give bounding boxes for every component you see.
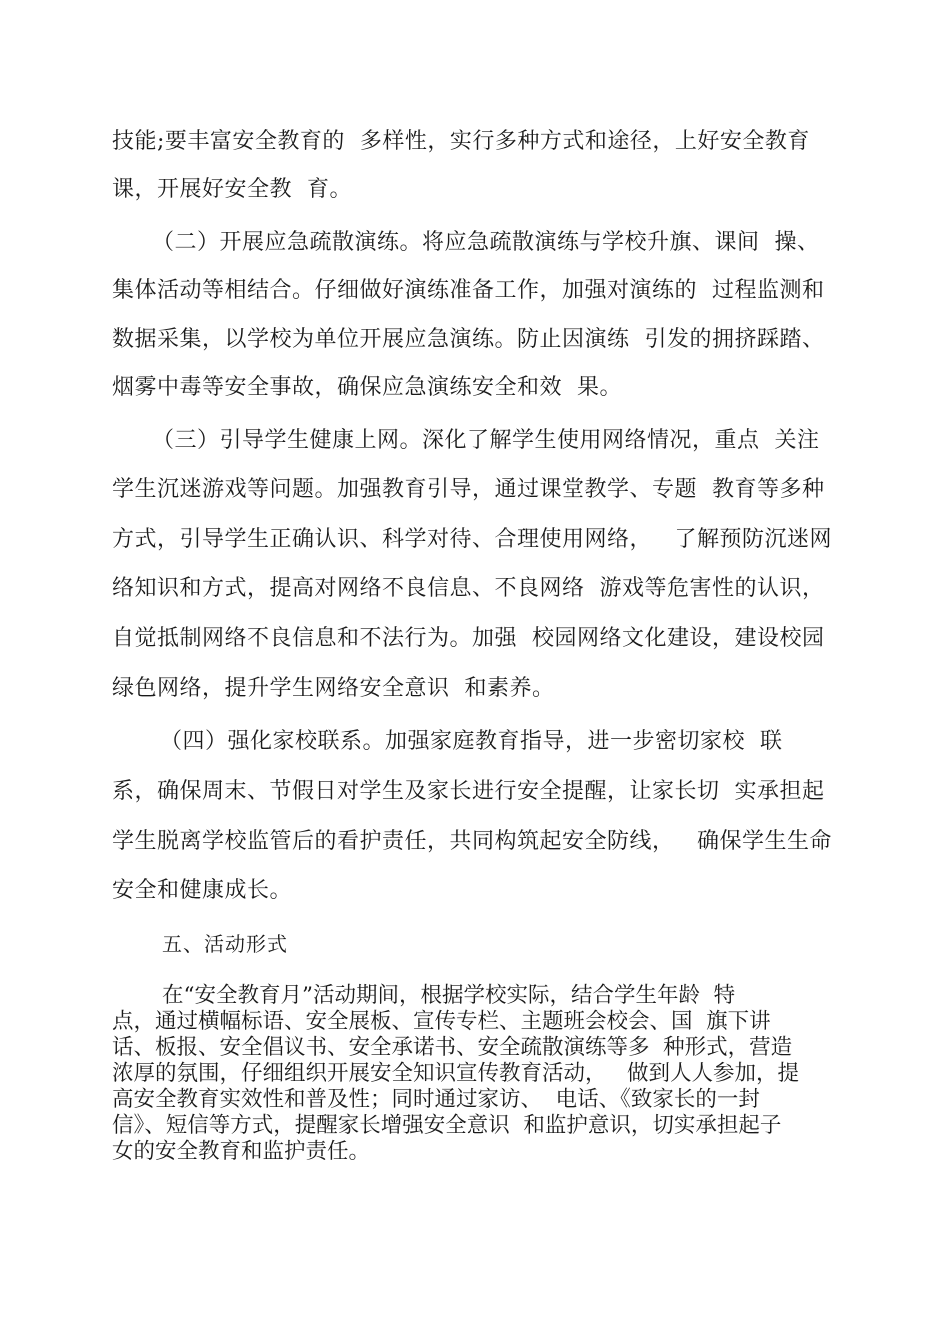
paragraph-line: 方式，引导学生正确认识、科学对待、合理使用网络， 了解预防沉迷网 [112,527,832,552]
paragraph-line: 安全和健康成长。 [112,878,293,903]
paragraph-line: 系，确保周末、节假日对学生及家长进行安全提醒，让家长切 实承担起 [112,779,825,804]
paragraph-line: 点，通过横幅标语、安全展板、宣传专栏、主题班会校会、国 旗下讲 [112,1009,771,1034]
paragraph-line: （四）强化家校联系。加强家庭教育指导，进一步密切家校 联 [160,729,783,754]
paragraph-line: 浓厚的氛围，仔细组织开展安全知识宣传教育活动， 做到人人参加，提 [112,1061,800,1086]
paragraph-line: 技能;要丰富安全教育的 多样性，实行多种方式和途径，上好安全教育 [112,129,810,154]
paragraph-line: 学生脱离学校监管后的看护责任，共同构筑起安全防线， 确保学生生命 [112,829,832,854]
paragraph-line: 女的安全教育和监护责任。 [112,1139,371,1164]
paragraph-line: 话、板报、安全倡议书、安全承诺书、安全疏散演练等多 种形式，营造 [112,1035,793,1060]
paragraph-line: 学生沉迷游戏等问题。加强教育引导，通过课堂教学、专题 教育等多种 [112,477,825,502]
paragraph-line: 在“安全教育月”活动期间，根据学校实际，结合学生年龄 特 [162,983,736,1008]
paragraph-line: 自觉抵制网络不良信息和不法行为。加强 校园网络文化建设，建设校园 [112,626,825,651]
paragraph-line: （二）开展应急疏散演练。将应急疏散演练与学校升旗、课间 操、 [152,230,820,255]
section-heading: 五、活动形式 [162,932,288,956]
paragraph-line: 信》、短信等方式，提醒家长增强安全意识 和监护意识，切实承担起子 [112,1113,782,1138]
paragraph-line: 课，开展好安全教 育。 [112,177,352,202]
paragraph-line: 绿色网络，提升学生网络安全意识 和素养。 [112,676,555,701]
paragraph-line: 烟雾中毒等安全事故，确保应急演练安全和效 果。 [112,375,622,400]
paragraph-line: 数据采集，以学校为单位开展应急演练。防止因演练 引发的拥挤踩踏、 [112,327,825,352]
paragraph-line: 络知识和方式，提高对网络不良信息、不良网络 游戏等危害性的认识， [112,576,825,601]
paragraph-line: 集体活动等相结合。仔细做好演练准备工作，加强对演练的 过程监测和 [112,278,825,303]
paragraph-line: 高安全教育实效性和普及性；同时通过家访、 电话、《致家长的一封 [112,1087,760,1112]
paragraph-line: （三）引导学生健康上网。深化了解学生使用网络情况，重点 关注 [152,428,820,453]
